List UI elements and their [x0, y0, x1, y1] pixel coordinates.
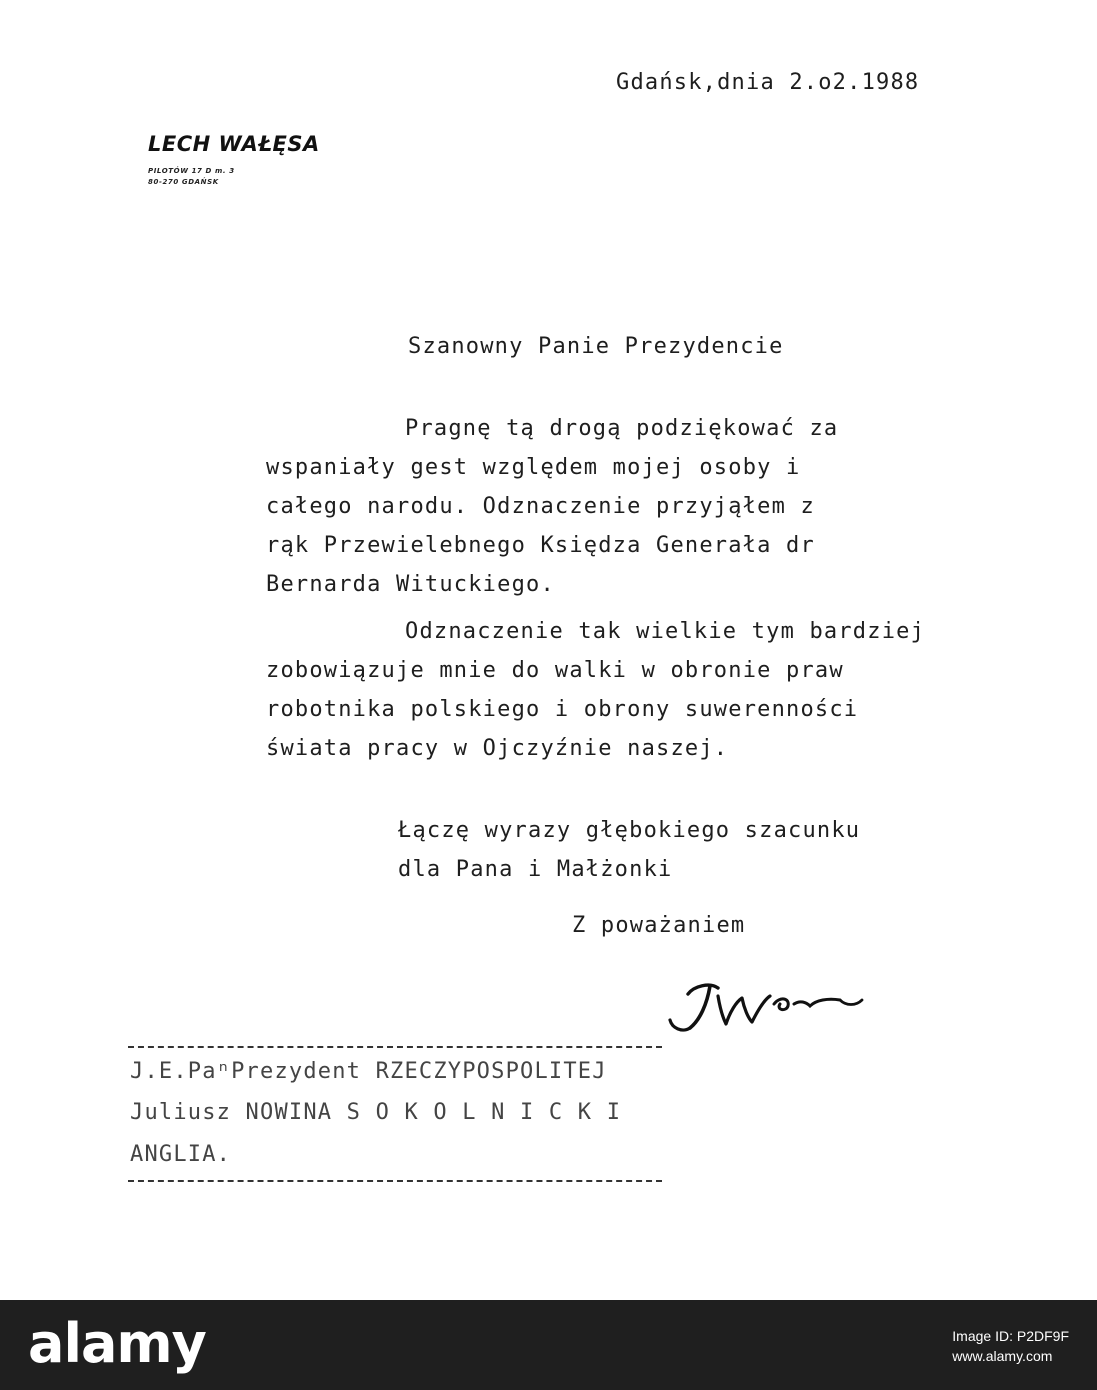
letterhead-address-line1: PILOTÓW 17 D m. 3	[148, 167, 235, 175]
image-id-label: Image ID: P2DF9F	[952, 1328, 1069, 1344]
date-line: Gdańsk,dnia 2.o2.1988	[616, 70, 920, 95]
body-line: rąk Przewielebnego Księdza Generała dr	[266, 533, 815, 558]
site-link[interactable]: www.alamy.com	[952, 1348, 1053, 1364]
body-line: zobowiązuje mnie do walki w obronie praw	[266, 658, 844, 683]
body-line: robotnika polskiego i obrony suwerenności	[266, 697, 859, 722]
body-line: Bernarda Wituckiego.	[266, 572, 555, 597]
addressee-line2: Juliusz NOWINA S O K O L N I C K I	[130, 1100, 622, 1125]
body-line: świata pracy w Ojczyźnie naszej.	[266, 736, 729, 761]
body-line: Odznaczenie tak wielkie tym bardziej	[405, 619, 926, 644]
letterhead-name: LECH WAŁĘSA	[148, 132, 320, 156]
addressee-line3: ANGLIA.	[130, 1142, 232, 1167]
address-bottom-rule	[128, 1180, 662, 1182]
stock-footer	[0, 1300, 1097, 1390]
addressee-line1: J.E.PaⁿPrezydent RZECZYPOSPOLITEJ	[130, 1059, 607, 1084]
salutation: Szanowny Panie Prezydencie	[408, 334, 784, 359]
alamy-logo[interactable]: alamy	[28, 1312, 206, 1375]
address-top-rule	[128, 1046, 662, 1048]
body-line: Pragnę tą drogą podziękować za	[405, 416, 839, 441]
sign-off: Z poważaniem	[572, 913, 746, 938]
stock-info	[952, 1326, 1069, 1366]
handwritten-signature	[660, 966, 900, 1046]
closing-line: dla Pana i Małżonki	[398, 857, 673, 882]
closing-line: Łączę wyrazy głębokiego szacunku	[398, 818, 861, 843]
body-line: całego narodu. Odznaczenie przyjąłem z	[266, 494, 815, 519]
body-line: wspaniały gest względem mojej osoby i	[266, 455, 801, 480]
letterhead-address-line2: 80-270 GDAŃSK	[148, 178, 219, 186]
